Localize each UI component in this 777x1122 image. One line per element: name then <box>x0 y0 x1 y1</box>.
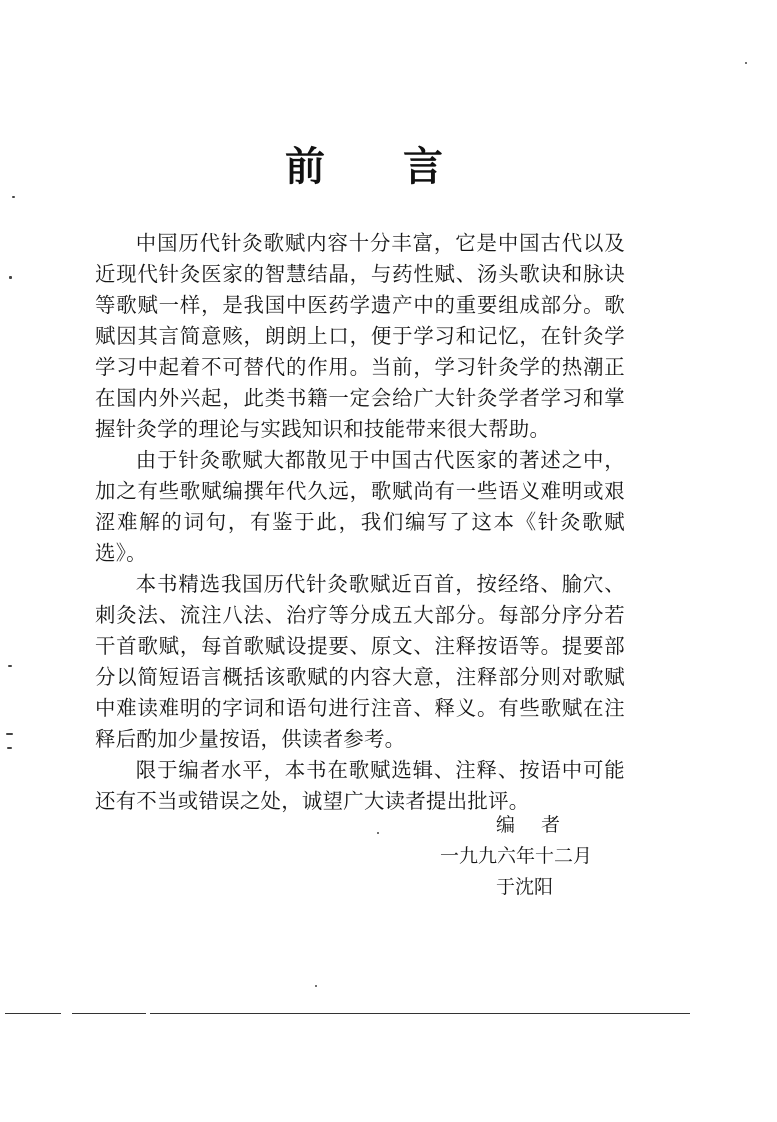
footer-rule-line <box>150 1013 690 1014</box>
scan-speck <box>9 276 12 279</box>
paragraph-1: 中国历代针灸歌赋内容十分丰富，它是中国古代以及近现代针灸医家的智慧结晶，与药性赋、汤头歌诀和脉诀等歌赋一样，是我国中医药学遗产中的重要组成部分。歌赋因其言简意赅，朗朗上口，便于学习和记忆，在针灸学学习中起着不可替代的作用。当前，学习针灸学的热潮正在国内外兴起，此类书籍一定会给广大针灸学者学习和掌握针灸学的理论与实践知识和技能带来很大帮助。 <box>95 231 625 441</box>
footer-rule-segment <box>72 1013 146 1014</box>
paragraph-4: 限于编者水平，本书在歌赋选辑、注释、按语中可能还有不当或错误之处，诚望广大读者提出批评。 <box>95 758 625 813</box>
editor-label: 编者 <box>496 814 587 836</box>
scan-speck <box>7 747 12 749</box>
scan-speck <box>12 196 15 198</box>
signature-block <box>430 810 630 903</box>
scan-speck <box>745 62 747 64</box>
scan-speck <box>8 665 12 667</box>
title-char-2: 言 <box>403 144 443 190</box>
scan-speck <box>377 832 379 834</box>
title-char-1: 前 <box>285 144 325 190</box>
date-line: 一九九六年十二月 <box>440 845 593 867</box>
page-title <box>0 142 777 192</box>
preface-body <box>95 228 625 817</box>
scan-speck <box>6 733 13 735</box>
paragraph-2: 由于针灸歌赋大都散见于中国古代医家的著述之中，加之有些歌赋编撰年代久远，歌赋尚有一些语义难明或艰涩难解的词句，有鉴于此，我们编写了这本《针灸歌赋选》。 <box>95 448 625 565</box>
place-line: 于沈阳 <box>496 876 554 898</box>
footer-rule-segment <box>5 1013 61 1014</box>
paragraph-3: 本书精选我国历代针灸歌赋近百首，按经络、腧穴、刺灸法、流注八法、治疗等分成五大部分。每部分序分若干首歌赋，每首歌赋设提要、原文、注释按语等。提要部分以简短语言概括该歌赋的内容大意，注释部分则对歌赋中难读难明的字词和语句进行注音、释义。有些歌赋在注释后酌加少量按语，供读者参考。 <box>95 572 625 751</box>
scan-speck <box>315 985 317 987</box>
